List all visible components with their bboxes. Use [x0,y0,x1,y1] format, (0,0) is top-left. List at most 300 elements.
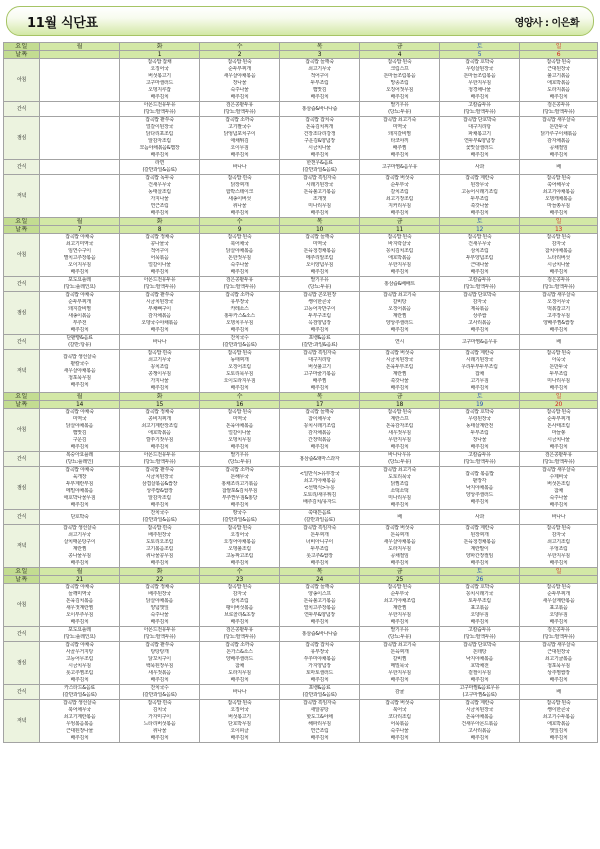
menu-item: 배추된장국 [148,532,171,538]
menu-item: 배추김치 [390,327,409,333]
day-name: 수 [200,218,280,226]
menu-item: (갈반과일&음료) [142,517,177,523]
menu-item: 근대된장국 [547,649,570,655]
menu-item: 백묵된장무침 [145,663,174,669]
menu-item: (갈반:탕유) [68,342,91,348]
menu-item: 숙주나물 [390,728,409,734]
menu-item: 돈육감자조림 [385,423,414,429]
menu-item: 고추장무침 [547,313,570,319]
menu-item: 가자미구이 [148,714,171,720]
meal-cell [120,700,200,743]
menu-item: 잡곡밥 호박죽 [465,409,494,415]
menu-item: 유부장국 [230,299,249,305]
row-label-day: 요일 [4,393,40,401]
menu-item: 검은콩팥두유 [225,277,254,283]
menu-item: 메밀야채볶음 [65,488,94,494]
meal-cell [200,59,280,102]
menu-item: 연근조림 [310,728,329,734]
meal-cell [520,292,598,335]
row-label-lunch: 점심 [4,117,40,160]
meal-row-lunch [4,117,598,160]
menu-item: 애호박볶음 [547,80,570,86]
date-cell: 15 [120,401,200,409]
menu-item: 아욱국 [551,357,566,363]
menu-item: 쌩이한콘국 [547,707,570,713]
menu-item: (갈반과일음료) [304,517,335,523]
meal-cell [120,467,200,510]
meal-cell [40,277,120,292]
menu-item: 새우살야채볶음 [223,73,256,79]
meal-cell [440,584,520,627]
menu-item: 고구마줄기볶음 [303,371,336,377]
menu-item: 청포묵무침 [68,374,91,381]
menu-item: 아몬드전유두유 [143,627,176,633]
day-name: 월 [40,218,120,226]
meal-cell [200,409,280,452]
menu-item: 배추김치 [390,152,409,158]
menu-item: (갈반과일&음료) [302,167,337,173]
meal-cell [200,102,280,117]
menu-item: 타코야끼 [390,138,409,144]
menu-item: 배추김치 [390,619,409,625]
menu-item: 배추김치 [310,735,329,741]
menu-item: 근대된장나물 [65,728,94,734]
meal-cell [520,350,598,393]
menu-item: 우엉볶음볶음 [65,721,94,727]
row-label-snack-am: 간식 [4,627,40,642]
menu-item: 잡곡밥 생선살죽 [62,353,96,360]
menu-item: 시금치된장국 [145,299,174,305]
menu-item: 양상추샐러드 [385,320,414,326]
meal-cell [360,117,440,160]
menu-item: 잔치국수 [150,685,169,691]
menu-item: 쇠고기무국 [148,357,171,363]
menu-item: 배추김치 [70,327,89,333]
meal-cell [440,467,520,510]
menu-item: 참채 [553,488,564,494]
menu-item: 검은콩두유 [547,277,570,283]
meal-cell [120,292,200,335]
menu-item: 잡곡밥 호박죽 [465,59,494,65]
meal-cell [40,525,120,568]
meal-cell [120,59,200,102]
meal-cell [120,175,200,218]
menu-item: 적어구이 [150,248,169,254]
menu-item: 잡곡밥 야채죽 [65,642,94,648]
menu-item: (당뇨:펄액두유) [463,284,496,290]
menu-item: 오뎅치우무침 [225,320,254,326]
menu-item: 부추전 [72,320,87,326]
date-cell [520,576,598,584]
row-label-snack-pm: 간식 [4,685,40,700]
meal-cell [360,175,440,218]
menu-item: 단호박무침 [228,721,251,727]
menu-item: 무한지무침 [388,262,411,268]
row-label-dinner: 저녁 [4,700,40,743]
day-name: 토 [440,218,520,226]
menu-item: 양파간장절임 [465,553,494,559]
menu-item: 배추김치 [230,210,249,216]
menu-item: 무한지무침 [468,80,491,86]
menu-item: 배추김치 [470,444,489,450]
menu-item: 참이채무국 [308,416,331,422]
menu-item: (당뇨:펄액두유) [542,634,575,640]
menu-item: 미역국 [392,124,407,130]
menu-item: 쭈쭈미야채볶음 [303,656,336,662]
menu-item: 양배추찜&쌈장 [543,320,574,326]
menu-item: 딸기우유 [390,627,409,633]
menu-item: 무한지무침 [388,437,411,443]
meal-cell [440,452,520,467]
menu-item: 햄맛김 [312,87,327,93]
meal-row-snack-pm [4,160,598,175]
day-name: 일 [520,43,598,51]
menu-item: 잡곡밥 계란죽 [465,350,494,356]
menu-item: 도라지볶음 [547,87,570,93]
menu-item: 돈사태조림 [547,423,570,429]
menu-item: 느타리버섯볶음 [143,721,176,727]
meal-row-snack-pm [4,510,598,525]
menu-item: 적어구이 [310,73,329,79]
meal-cell [40,627,120,642]
menu-item: 알감자조림 [148,138,171,144]
menu-item: 잡곡밥 된죽 [227,350,252,356]
menu-item: 배 [556,338,561,345]
menu-item: 꽁치조림 [150,364,169,370]
menu-item: 잡곡밥 소까죽 [225,467,254,473]
menu-item: 돈한젓무침 [228,255,251,261]
day-header-row [4,218,598,226]
day-name: 일 [520,218,598,226]
meal-cell [120,642,200,685]
menu-item: 잡곡밥 야채죽 [65,584,94,590]
date-row [4,576,598,584]
meal-cell [200,525,280,568]
meal-cell [120,409,200,452]
meal-cell [40,117,120,160]
menu-item: 삼치조림 [230,598,249,604]
meal-cell [200,350,280,393]
menu-item: 잡곡밥 흰죽 [227,175,252,181]
meal-cell [120,510,200,525]
meal-cell [280,409,360,452]
meal-cell [280,175,360,218]
menu-item: 연두부&양념장 [464,138,495,144]
menu-item: 건장조다리강정 [303,131,336,137]
menu-item: 계란찜 [72,546,87,552]
menu-item: 잡곡밥 된죽 [227,525,252,531]
menu-item: (갈반과일&음료) [302,692,337,698]
menu-item: 돈만두국 [549,124,568,130]
meal-cell [440,117,520,160]
menu-item: 가지나물 [150,378,169,384]
menu-item: 돈육불고기볶음 [303,189,336,195]
menu-item: 잡곡밥 곤오된장 [302,292,336,298]
menu-item: 메추리알조림 [305,255,334,261]
meal-cell [520,627,598,642]
row-label-dinner: 저녁 [4,525,40,568]
menu-item: 쌩이한콘국 [308,299,331,305]
row-label-snack-pm: 간식 [4,335,40,350]
menu-item: 두부조림 [310,546,329,552]
menu-item: 잡곡밥 호박죽 [465,584,494,590]
menu-item: 배 [397,513,402,520]
menu-item: 돈육청경채볶음 [463,539,496,545]
menu-item: 고칼슘두유 [468,627,491,633]
menu-item: 배 [556,163,561,170]
menu-item: 닭다리포조림 [145,131,174,137]
meal-cell [360,102,440,117]
menu-item: 낙지야채볶음 [465,484,494,491]
meal-cell [360,467,440,510]
menu-item: 우렁된장국 [468,416,491,422]
menu-item: 잡곡밥 쇠고기죽 [382,117,416,123]
day-name: 토 [440,568,520,576]
menu-item: 오이양념무침 [305,262,334,268]
menu-item: 배추김치 [310,385,329,391]
menu-item: 바나나 [232,688,247,695]
menu-item: 쇠고기야채조림 [383,598,416,604]
meal-cell [40,642,120,685]
meal-cell [520,59,598,102]
menu-item: 잡곡밥 계란죽 [465,175,494,181]
menu-item: 두부계란부침 [65,481,94,487]
menu-item: 잡채 [474,371,485,377]
menu-item: 지커리무침 [388,203,411,209]
row-label-snack-pm: 간식 [4,160,40,175]
meal-cell [40,350,120,393]
meal-cell [440,277,520,292]
menu-item: 돈가스&소스 [226,649,253,655]
menu-item: 호박채전 [470,663,489,669]
meal-cell [200,627,280,642]
menu-item: 숙주나물 [230,262,249,268]
menu-item: 잡곡밥 들깨죽 [305,409,334,415]
meal-cell [40,234,120,277]
meal-cell [280,292,360,335]
menu-item: 딸기우유 [390,102,409,108]
menu-item: 감자국 [472,299,487,305]
menu-item: 시래기된장국 [465,357,494,363]
date-cell: 20 [520,401,598,409]
meal-cell [520,467,598,510]
menu-item: 잡곡밥 단호박죽 [462,292,496,298]
menu-item: 배추김치 [470,210,489,216]
meal-cell [520,175,598,218]
date-cell: 26 [440,576,520,584]
menu-item: 배추김치 [390,677,409,683]
menu-item: 오징어볶음 [388,306,411,312]
date-cell: 9 [200,226,280,234]
menu-item: 애호박볶음 [388,255,411,261]
menu-item: 고기볶음조림 [145,546,174,552]
menu-item: (갈반:과일&음료) [301,342,338,348]
menu-item: 감자채볶음 [148,313,171,319]
meal-cell [120,584,200,627]
menu-item: 잔치국수 [150,510,169,516]
meal-row-snack-am [4,277,598,292]
menu-item: 배추김치 [310,269,329,275]
meal-cell [40,175,120,218]
meal-row-breakfast [4,409,598,452]
menu-item: 상추쌈 [472,313,487,319]
meal-cell [200,700,280,743]
meal-cell [520,452,598,467]
menu-item: 홍삼즙&배배트 [384,280,415,287]
menu-item: 딸기우유 [230,452,249,458]
menu-item: 닭찜조림 [390,481,409,487]
menu-item: 배추김치 [230,327,249,333]
menu-item: 잡곡밥 새우살죽 [541,642,575,648]
meal-cell [280,584,360,627]
menu-item: 잡곡밥 단호박죽 [462,642,496,648]
menu-item: 공채절임 [549,145,568,151]
menu-item: 잡곡밥 정채죽 [145,234,174,240]
menu-item: 새송이버섯 [228,196,251,202]
menu-item: 북어채무국 [68,707,91,713]
meal-cell [40,102,120,117]
menu-item: 배추김치 [150,444,169,450]
meal-cell [520,685,598,700]
menu-item: 계란스프 [390,416,409,422]
menu-item: 잡곡밥 계란죽 [465,525,494,531]
menu-item: 열치고추장볶음 [303,605,336,611]
menu-item: 바나나 [551,513,566,520]
menu-item: 배추김치 [310,94,329,100]
row-label-date: 날짜 [4,401,40,409]
menu-item: (고구마찜&음료) [462,692,497,698]
menu-item: 오징어국 [230,532,249,538]
menu-item: 숙주나물 [549,495,568,501]
menu-item: 잡곡밥 된죽 [387,234,412,240]
meal-cell [280,467,360,510]
menu-item: 홍삼즙&바나나즙 [301,630,338,637]
meal-cell [440,510,520,525]
menu-item: 연두부&양념장 [304,612,335,618]
menu-item: (당뇨:펄액두유) [463,109,496,115]
menu-item: 된장찌개 [470,532,489,538]
menu-item: 청포묵무침 [547,663,570,669]
menu-item: 동태살계란전 [465,423,494,429]
menu-item: 갈비찜 [392,656,407,662]
meal-cell [280,627,360,642]
row-label-breakfast: 아침 [4,409,40,452]
menu-item: 배추김치 [549,677,568,683]
menu-item: 새송이볶음 [68,313,91,319]
menu-item: 잡곡밥 흑임자죽 [302,350,336,356]
menu-item: 배추김치 [230,619,249,625]
date-cell: 11 [360,226,440,234]
menu-item: 닭살야채볶음 [145,598,174,604]
menu-item: 잡곡밥 된죽 [546,700,571,706]
menu-item: 토마토샐러드 [305,670,334,676]
row-label-breakfast: 아침 [4,584,40,627]
page-title: 11월 식단표 [27,16,98,31]
menu-item: 감자채볶음 [308,430,331,436]
meal-cell [440,59,520,102]
menu-item: 쇠고기장조림 [385,196,414,202]
menu-item: 건새우무국 [468,241,491,247]
menu-item: 배추김치 [230,152,249,158]
menu-item: 잡곡밥 된죽 [546,350,571,356]
meal-cell [120,335,200,350]
menu-item: 잡곡밥 새우살죽 [541,467,575,473]
meal-cell [360,584,440,627]
menu-item: 잡곡밥 팥쭈죽 [145,642,174,648]
menu-item: 새우살야채볶음 [383,539,416,545]
menu-item: 배추김치 [470,269,489,275]
menu-item: 배추김치 [310,560,329,566]
meal-cell [440,685,520,700]
menu-item: 토두부조림 [468,598,491,604]
menu-item: 오징어국 [230,707,249,713]
meal-cell [120,525,200,568]
menu-item: 낙지야채볶음 [465,656,494,662]
menu-item: 복숭아요플레 [65,452,94,458]
meal-cell [360,700,440,743]
day-name: 토 [440,43,520,51]
menu-item: 시금치무침 [68,663,91,669]
row-label-snack-am: 간식 [4,277,40,292]
menu-item: 느타리버섯 [547,255,570,261]
menu-item: 청경채나물 [468,87,491,93]
meal-row-lunch [4,467,598,510]
meal-cell [440,700,520,743]
menu-item: (당뇨:펄액두유) [463,634,496,640]
menu-item: 사골우거지탕 [65,649,94,655]
day-name: 화 [120,568,200,576]
menu-item: 닭장찌개 [230,182,249,188]
menu-item: 양송이스프 [308,591,331,597]
meal-cell [40,510,120,525]
menu-item: 쑥갓나물 [470,203,489,209]
row-label-day: 요일 [4,218,40,226]
menu-item: 배추김치 [470,498,489,505]
menu-item: 취나물콩무침 [145,553,174,559]
menu-item: 감자국 [551,532,566,538]
menu-item: 배추김치 [390,444,409,450]
menu-item: (당뇨:플레인요) [63,634,96,640]
menu-item: 숙주나물 [150,612,169,618]
meal-cell [520,160,598,175]
menu-item: 배추찜 [312,378,327,384]
menu-item: 파채볶고기 [468,131,491,137]
menu-item: 유부장국 [310,649,329,655]
menu-item: 롯고추찜조림 [65,670,94,676]
menu-item: 홍삼즙&돼마스과자 [299,455,340,462]
meal-row-breakfast [4,584,598,627]
menu-item: 계란찜 [392,313,407,319]
menu-item: 닭가루구이채볶음 [540,131,577,137]
menu-item: 돈육야채볶음 [465,714,494,720]
menu-item: 잡곡밥 쇠고기죽 [382,467,416,473]
menu-item: 부추짠무침&홍당 [221,495,258,501]
menu-item: 배추김치/유자드 [302,498,337,505]
menu-item: <일반식>유부장국 [299,470,340,477]
menu-item: 오뎅치무침 [228,437,251,443]
menu-item: 잡곡밥 팥쭈죽 [145,292,174,298]
menu-item: 살치매운탕구이 [63,539,96,545]
menu-item: 새우살계란볶음 [542,598,575,604]
menu-item: 돈육불고기볶음 [303,598,336,604]
meal-cell [200,685,280,700]
menu-item: 너비아니구이 [305,539,334,545]
meal-row-snack-pm [4,685,598,700]
meal-cell [280,335,360,350]
menu-item: 쇠고기무국 [308,66,331,72]
menu-item: 사과 [474,513,485,520]
dietitian-label: 영양사 : 이은화 [514,18,579,29]
